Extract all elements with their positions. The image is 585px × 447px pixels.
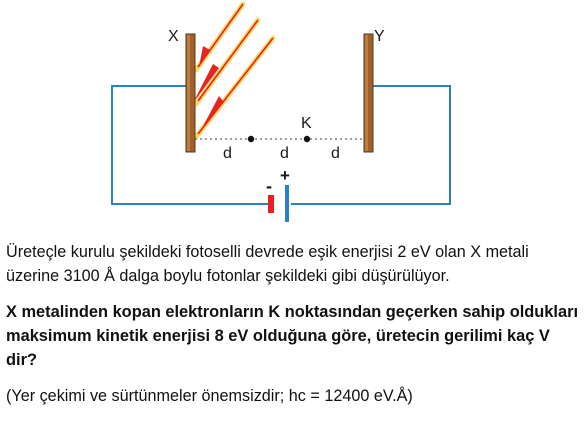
photon-ray-2 [198,20,258,101]
point-k [304,136,310,142]
question-paragraph-3: (Yer çekimi ve sürtünmeler önemsizdir; hc = 12400 eV.Å) [6,387,413,405]
distance-label-2: d [280,145,289,162]
distance-label-3: d [331,145,340,162]
battery-plus-sign: + [280,166,290,185]
question-text [6,240,581,408]
battery-minus-sign: - [266,176,272,196]
battery-negative-plate [268,195,274,213]
plate-y-label: Y [374,28,385,45]
photon-rays [193,4,273,137]
photon-arrowhead-3 [199,96,223,134]
point-1 [248,136,254,142]
plate-x-label: X [168,28,179,45]
battery-positive-plate [285,185,289,222]
question-paragraph-1: Üreteçle kurulu şekildeki fotoselli devrede eşik enerjisi 2 eV olan X metali üzerine 3100 Å dalga boylu fotonlar şekildeki gibi düşürülüyor. [6,243,529,285]
distance-label-1: d [223,145,232,162]
question-paragraph-2: X metalinden kopan elektronların K noktasından geçerken sahip oldukları maksimum kinetik enerjisi 8 eV olduğuna göre, üretecin gerilimi kaç V dir? [6,303,578,369]
point-k-label: K [301,115,312,132]
